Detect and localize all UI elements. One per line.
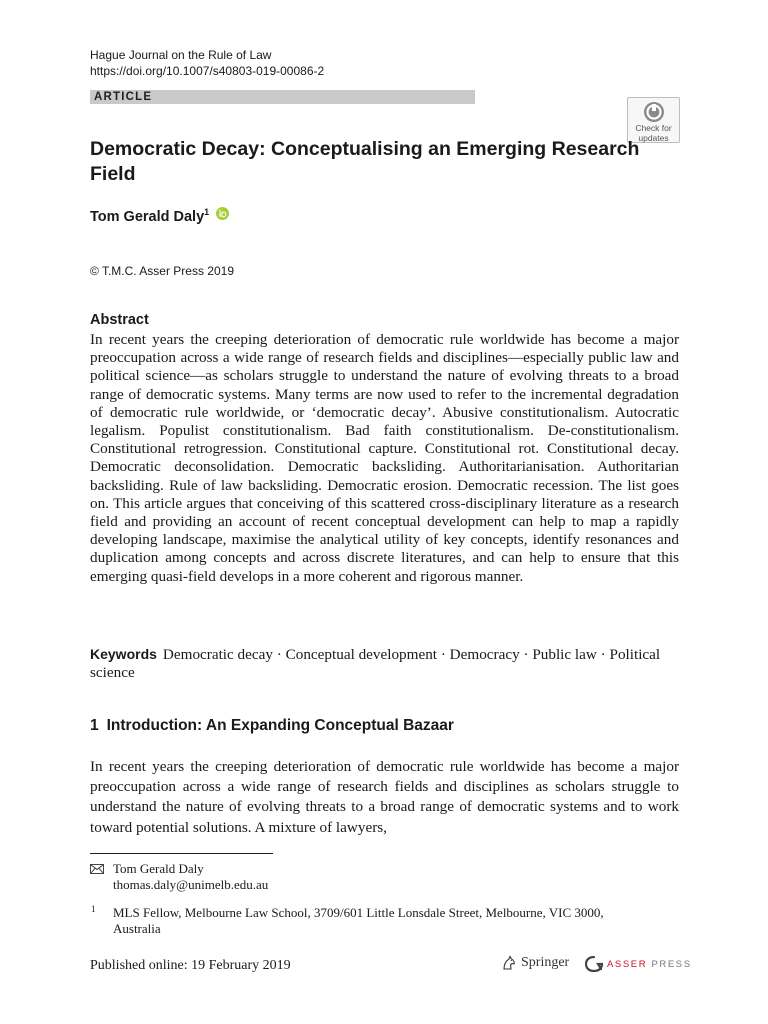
author-affil-sup: 1 [204,207,210,218]
asser-word: ASSER [607,958,648,970]
introduction-text: In recent years the creeping deterioration of democratic rule worldwide has become a major preoccupation across a wide range of research fields and disciplines as scholars struggle to understand the nature of evolving threats to a broad range of democratic systems and to work toward potential solutions. A mixture of lawyers, [90,758,679,836]
corresponding-author [113,861,268,893]
springer-horse-icon [501,955,517,971]
check-updates-icon [643,101,665,123]
check-updates-line2: updates [638,133,669,143]
section-number: 1 [90,717,99,734]
asser-press-logo [585,956,692,972]
author-name: Tom Gerald Daly [90,209,205,225]
affiliation-text: MLS Fellow, Melbourne Law School, 3709/601 Little Lonsdale Street, Melbourne, VIC 3000, Australia [113,905,604,936]
abstract-heading: Abstract [90,312,149,328]
section-title: Introduction: An Expanding Conceptual Bazaar [106,717,454,734]
check-updates-line1: Check for [635,123,672,133]
keywords-block [90,645,679,682]
journal-name: Hague Journal on the Rule of Law [90,48,272,62]
article-type-bar [90,90,475,104]
asser-logo-icon [585,956,603,972]
keywords-text: Democratic decay · Conceptual development · Democracy · Public law · Political science [90,646,661,682]
asser-press-text [607,959,692,970]
section-heading [90,717,454,735]
press-word: PRESS [651,958,692,970]
doi-link[interactable]: https://doi.org/10.1007/s40803-019-00086-2 [90,64,325,78]
author-line [90,207,229,225]
keywords-label: Keywords [90,646,157,662]
paper-title: Democratic Decay: Conceptualising an Emerging Research Field [90,138,640,185]
contact-email[interactable]: thomas.daly@unimelb.edu.au [113,877,269,892]
footnote-divider [90,853,273,854]
published-date: Published online: 19 February 2019 [90,958,291,973]
copyright-notice: © T.M.C. Asser Press 2019 [90,264,235,278]
envelope-icon [90,864,104,874]
journal-header [90,47,324,79]
abstract-text: In recent years the creeping deterioration of democratic rule worldwide has become a major preoccupation across a wide range of research fields and disciplines—especially public law and political science—as scholars struggle to understand the nature of evolving threats to a broad range of democratic systems. Many terms are now used to refer to the incremental degradation of democratic rule worldwide, or ‘democratic decay’. Abusive constitutionalism. Autocratic legalism. Populist constitutionalism. Bad faith constitutionalism. De-constitutionalism. Constitutional retrogression. Constitutional capture. Constitutional rot. Constitutional decay. Democratic deconsolidation. Democratic backsliding. Authoritarianisation. Authoritarian backsliding. Rule of law backsliding. Democratic erosion. Democratic recession. The list goes on. This article argues that conceiving of this scattered cross-disciplinary literature as a research field and providing an account of recent conceptual development can help to map a rapidly developing landscape, maximise the analytical utility of key concepts, identify resonances and duplication among concepts and across discrete literatures, and can help to ensure that this emerging quasi-field develops in a more coherent and rigorous manner. [90,331,679,585]
springer-text: Springer [521,955,570,970]
springer-logo [501,955,569,971]
article-type-label: ARTICLE [94,91,153,103]
orcid-icon[interactable] [216,207,229,220]
footnote-number: 1 [91,904,96,914]
contact-name: Tom Gerald Daly [113,861,204,876]
